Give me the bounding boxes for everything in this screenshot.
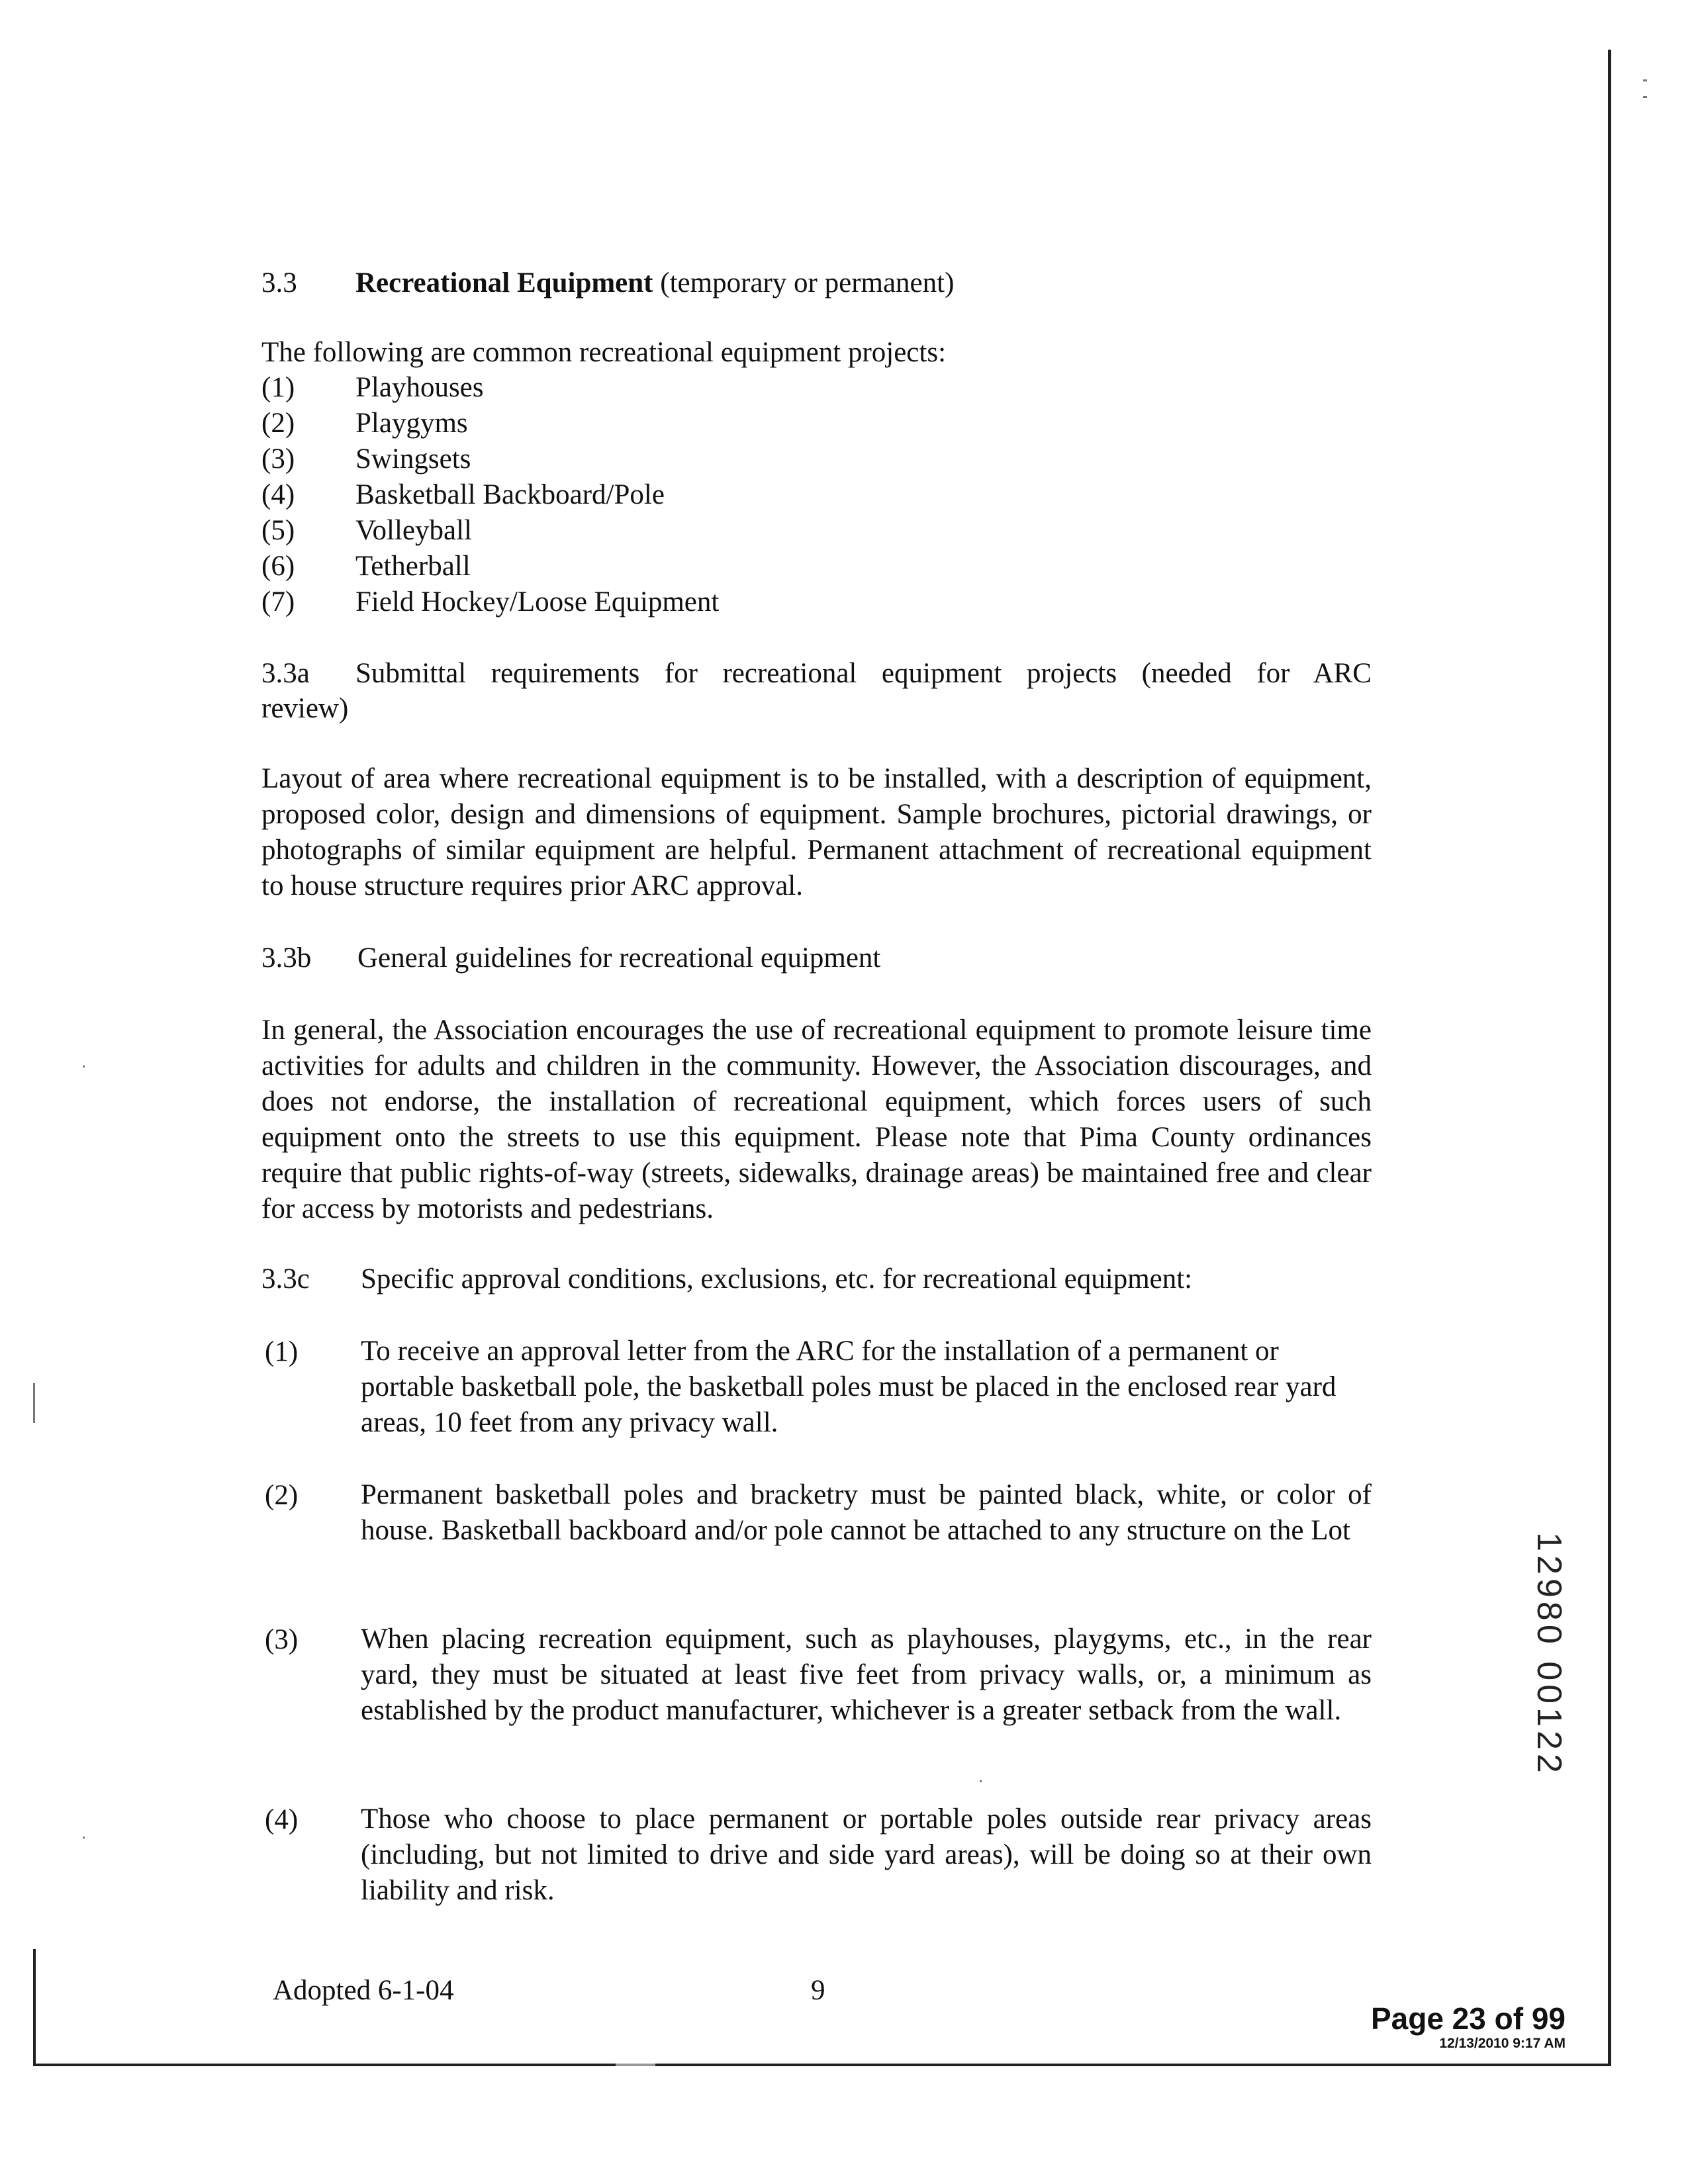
section-title-bold: Recreational Equipment — [355, 267, 653, 298]
recording-stamp — [1513, 1529, 1585, 1780]
scan-mark — [83, 1837, 85, 1839]
list-item-number: (7) — [261, 586, 295, 617]
subsection-a-heading-cont: review) — [261, 693, 349, 724]
list-item-number: (4) — [261, 479, 295, 510]
subsection-a-number: 3.3a — [261, 658, 310, 689]
condition-number: (2) — [265, 1480, 299, 1511]
scan-mark — [1643, 79, 1647, 81]
list-item: Playhouses — [355, 372, 484, 403]
scan-mark — [980, 1780, 982, 1782]
section-number: 3.3 — [261, 267, 297, 298]
section-title-rest: (temporary or permanent) — [653, 267, 955, 298]
scan-mark — [33, 1383, 35, 1423]
condition-text: When placing recreation equipment, such as playhouses, playgyms, etc., in the rear yard, they must be situated at least five feet from privacy walls, or, a minimum as established by the product manufacturer, whichever is a greater setback from the wall. — [361, 1623, 1372, 1726]
list-item-number: (1) — [261, 372, 295, 403]
page-number: 9 — [811, 1975, 825, 2006]
condition-text: To receive an approval letter from the ARC for the installation of a permanent or portable basketball pole, the basketball poles must be placed in the enclosed rear yard areas, 10 feet from any privacy wall. — [361, 1336, 1336, 1438]
condition-number: (3) — [265, 1624, 299, 1655]
list-item: Field Hockey/Loose Equipment — [355, 586, 720, 617]
subsection-b-heading: General guidelines for recreational equipment — [357, 942, 881, 974]
scan-mark — [1643, 96, 1647, 98]
county-page-label — [1371, 2002, 1566, 2052]
subsection-a-heading: Submittal requirements for recreational equipment projects (needed for ARC — [355, 658, 1372, 689]
page-count: Page 23 of 99 — [1370, 2001, 1566, 2036]
adopted-date: Adopted 6-1-04 — [273, 1975, 454, 2006]
list-item-number: (5) — [261, 515, 295, 546]
scan-mark — [83, 1066, 85, 1068]
subsection-c-heading: Specific approval conditions, exclusions, etc. for recreational equipment: — [361, 1263, 1193, 1295]
condition-text: Those who choose to place permanent or portable poles outside rear privacy areas (including, but not limited to drive and side yard areas), will be doing so at their own liability and risk. — [361, 1803, 1372, 1906]
recording-timestamp: 12/13/2010 9:17 AM — [1439, 2036, 1566, 2051]
list-item: Volleyball — [355, 515, 472, 546]
subsection-c-number: 3.3c — [261, 1263, 310, 1295]
subsection-b-body: In general, the Association encourages the use of recreational equipment to promote leisure time activities for adults and children in the community. However, the Association discourages, and does not endorse, the installation of recreational equipment, which forces users of such equipment onto the streets to use this equipment. Please note that Pima County ordinances require that public rights-of-way (streets, sidewalks, drainage areas) be maintained free and clear for access by motorists and pedestrians. — [261, 1015, 1372, 1224]
condition-number: (4) — [265, 1804, 299, 1835]
frame-border-bottom — [33, 2064, 1611, 2066]
scan-mark — [616, 2064, 655, 2066]
condition-text: Permanent basketball poles and bracketry must be painted black, white, or color of house. Basketball backboard and/or pole cannot be attached to any structure on the Lot — [361, 1479, 1372, 1546]
list-item: Swingsets — [355, 443, 471, 475]
list-item-number: (3) — [261, 443, 295, 475]
list-item: Basketball Backboard/Pole — [355, 479, 665, 510]
frame-border-right — [1608, 50, 1611, 2065]
condition-number: (1) — [265, 1336, 299, 1367]
recording-number: 12980 00122 — [1530, 1532, 1568, 1777]
subsection-b-number: 3.3b — [261, 942, 312, 974]
list-item-number: (6) — [261, 551, 295, 582]
frame-border-left — [33, 1949, 36, 2065]
list-item-number: (2) — [261, 408, 295, 439]
intro-text: The following are common recreational equipment projects: — [261, 337, 947, 368]
section-title — [355, 265, 954, 301]
subsection-a-body: Layout of area where recreational equipment is to be installed, with a description of equipment, proposed color, design and dimensions of equipment. Sample brochures, pictorial drawings, or photographs of similar equipment are helpful. Permanent attachment of recreational equipment to house structure requires prior ARC approval. — [261, 763, 1372, 901]
list-item: Tetherball — [355, 551, 471, 582]
list-item: Playgyms — [355, 408, 468, 439]
